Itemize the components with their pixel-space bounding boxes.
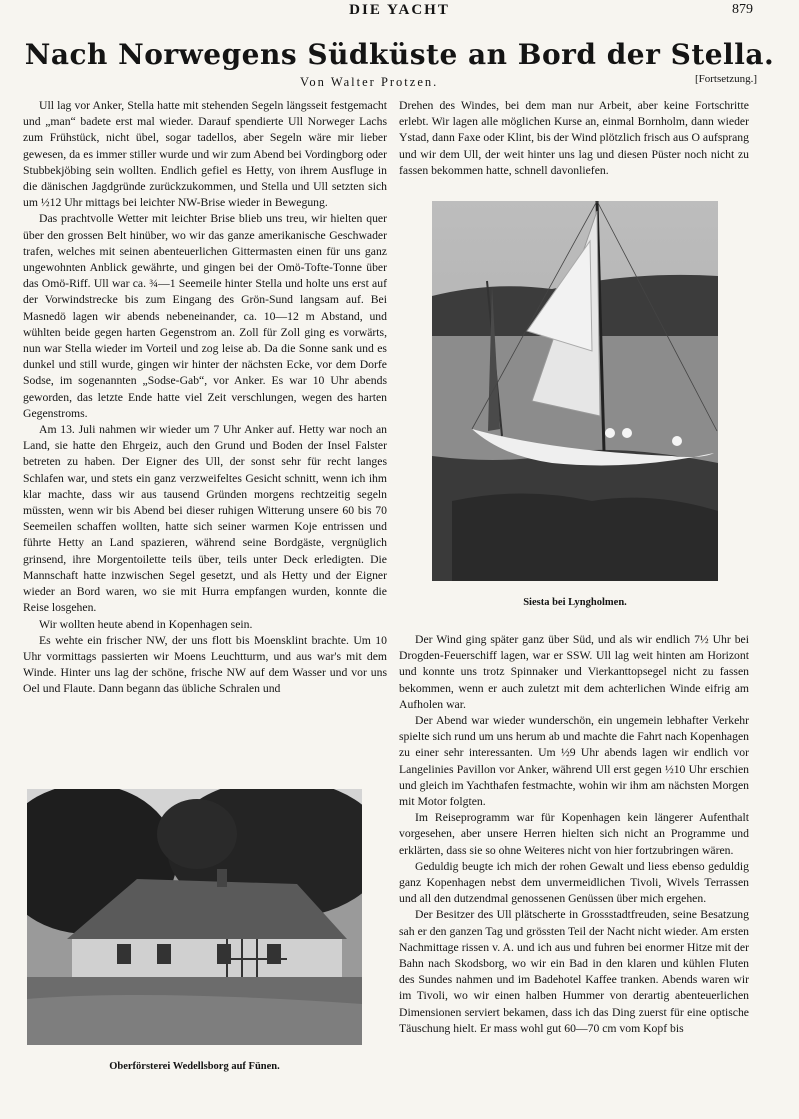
house-caption: Oberförsterei Wedellsborg auf Fünen. xyxy=(109,1061,280,1072)
paragraph: Ull lag vor Anker, Stella hatte mit stehenden Segeln längsseit festgemacht und „man“ badete erst mal wieder. Darauf spendierte Ull Norweger Lachs zum Frühstück, nicht übel, sogar tadellos, aber Segeln wäre mir lieber gewesen, da es immer stiller wurde und wir zum Abend bei Vordingborg oder Stubbekjöbing sein wollten. Endlich gefiel es Hetty, von ihrem Ausfluge in die dänischen Jagdgründe zurückzukommen, und Stella und Ull setzten sich um ½12 Uhr mittags bei leichter NW-Brise wieder in Bewegung. xyxy=(23,99,387,210)
paragraph: Im Reiseprogramm war für Kopenhagen kein längerer Aufenthalt vorgesehen, aber unsere Herren hielten sich nicht an Programme und erklärten, dass sie so ohne Weiteres nicht von hier fortzubringen wären. xyxy=(399,811,749,857)
running-head: DIE YACHT xyxy=(349,2,450,18)
paragraph: Wir wollten heute abend in Kopenhagen sein. xyxy=(39,617,253,631)
paragraph: Geduldig beugte ich mich der rohen Gewalt und liess ebenso geduldig ganz Kopenhagen nebst dem unvermeidlichen Tivoli, Wivels Terrassen und all den dutzendmal genossenen Genüssen über mich ergehen. xyxy=(399,859,749,906)
article-title: Nach Norwegens Südküste an Bord der Stella. xyxy=(24,38,775,71)
sailboat-illustration xyxy=(432,201,718,581)
sailboat-photo xyxy=(432,201,718,581)
paragraph: Der Besitzer des Ull plätscherte in Grossstadtfreuden, seine Besatzung sah er den ganzen Tag und grössten Teil der Nacht nicht wieder. Am ersten Nachmittage rissen v. A. und ich aus und fuhren bei enormer Hitze mit der Bahn nach Skodsborg, wo wir ein Bad in den klaren und kühlen Fluten des Sundes nahmen und im Badehotel Kaffee tranken. Abends waren wir im Tivoli, wo wir einen halben Hummer von derartig abenteuerlichen Dimensionen serviert bekamen, dass ich das Ding zuerst für eine optische Täuschung hielt. Er mass wohl gut 60—70 cm vom Kopf bis xyxy=(399,908,749,1035)
left-column xyxy=(23,98,387,698)
sailboat-caption: Siesta bei Lyngholmen. xyxy=(523,597,627,608)
continuation-note: [Fortsetzung.] xyxy=(694,73,757,85)
page-number: 879 xyxy=(732,2,753,17)
house-illustration xyxy=(27,789,362,1045)
paragraph: Das prachtvolle Wetter mit leichter Brise blieb uns treu, wir hielten quer über den grossen Belt hinüber, wo wir das ganze amerikanische Geschwader trafen, welches mit seinen abenteuerlichen Gittermasten einen für uns ganz ungewohnten Anblick gewährte, und gingen bei der Omö-Tofte-Tonne über das Omö-Riff. Ull war ca. ¾—1 Seemeile hinter Stella und holte uns erst auf der Vorwindstrecke bis zum Eingang des Grön-Sund langsam auf. Bei Masnedö lagen wir abends nebeneinander, ca. 10—12 m Abstand, und wühlten beide gegen harten Gegenstrom an. Zoll für Zoll ging es vorwärts, nun war Stella wieder im Vorteil und zog leise ab. Da die Sonne sank und es dunkel und still wurde, gingen wir hinter der nächsten Ecke, vor dem Dorfe Sodse, im sogenannten „Sodse-Gab“, vor Anker. Es war 10 Uhr abends geworden, das letzte Ende hatte viel Zeit verschlungen, wegen des harten Gegenstroms. xyxy=(23,212,387,420)
right-column-top xyxy=(399,98,749,179)
article-byline: Von Walter Protzen. xyxy=(300,75,439,89)
paragraph: Es wehte ein frischer NW, der uns flott bis Moensklint brachte. Um 10 Uhr vormittags passierten wir Moens Leuchtturm, und aus war's mit dem Winde. Hinter uns lag der schöne, frische NW auf dem Wasser und vor uns Oel und Flaute. Dann begann das übliche Schralen und xyxy=(23,633,387,696)
paragraph: Der Abend war wieder wunderschön, ein ungemein lebhafter Verkehr spielte sich rund um uns herum ab und machte die Fahrt nach Kopenhagen zu einer sehr interessanten. Um ½9 Uhr abends lagen wir endlich vor Langelinies Pavillon vor Anker, während Ull erst gegen ½10 Uhr erschien und gleich im Yachthafen festmachte, wohin wir ihm am nächsten Morgen mit Motor folgten. xyxy=(399,714,749,809)
right-column-bottom xyxy=(399,632,749,1037)
paragraph: Am 13. Juli nahmen wir wieder um 7 Uhr Anker auf. Hetty war noch an Land, sie hatte den Ehrgeiz, auch den Grund und Boden der Insel Falster betreten zu haben. Der Eigner des Ull, der sonst sehr für recht langes Schlafen war, und stets ein ganz verzweifeltes Gesicht schnitt, wenn ich ihm klar machte, dass wir aus tausend Gründen morgens rechtzeitig segeln müssten, wenn wir bis Abend bei dieser ruhigen Witterung unsere 60 bis 70 Seemeilen schaffen wollten, hatte sich seiner warmen Koje entrissen und führte Hetty an Land spazieren, während seine Bordgäste, vergnüglich grinsend, ihre Morgentoilette teils über, teils unter Deck erledigten. Die Mannschaft hatte inzwischen Segel gesetzt, und als Hetty und der Eigner wieder an Bord waren, wo sie mit Hurra empfangen wurden, konnte die Reise losgehen. xyxy=(23,423,387,615)
paragraph: Der Wind ging später ganz über Süd, und als wir endlich 7½ Uhr bei Drogden-Feuerschiff lagen, war er SSW. Ull lag weit hinten am Horizont und konnte uns trotz Spinnaker und Vierkanttopsegel nicht zu fassen bekommen, wenn er auch zuletzt mit dem achterlichen Winde eifrig am Aufholen war. xyxy=(399,633,749,711)
forester-house-photo xyxy=(27,789,362,1045)
paragraph: Drehen des Windes, bei dem man nur Arbeit, aber keine Fortschritte erlebt. Wir lagen alle möglichen Kurse an, einmal Bornholm, dann wieder Ystad, dann Faxe oder Klint, bis der Wind plötzlich frisch aus O aufsprang und wir dem Ull, der weit hinter uns lag und diesen Püster noch nicht zu fassen bekommen hatte, schnell davonliefen. xyxy=(399,99,749,177)
